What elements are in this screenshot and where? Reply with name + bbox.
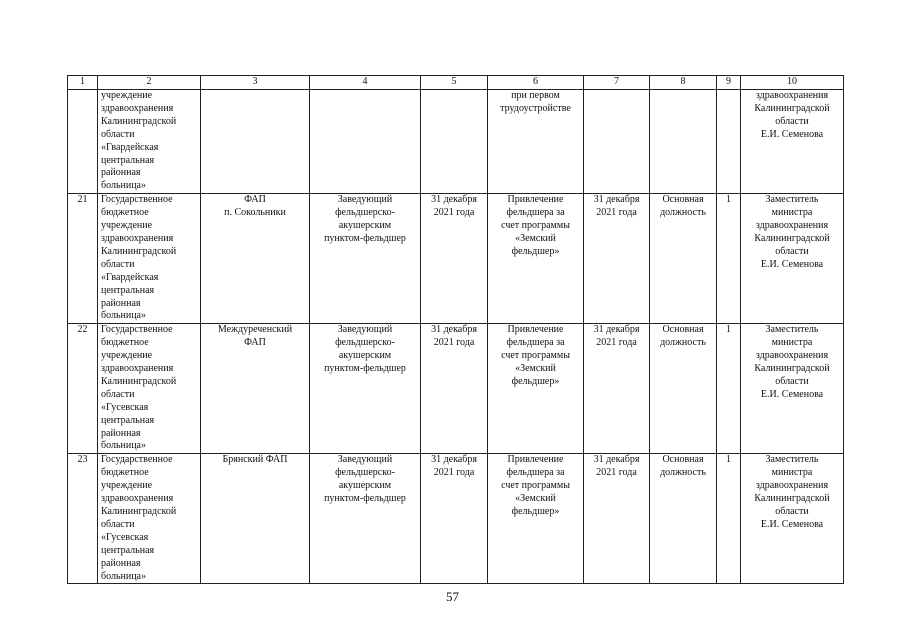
cell-organization: учреждение здравоохранения Калининградской области «Гвардейская центральная районная больница» <box>98 90 201 194</box>
cell-date: 31 декабря 2021 года <box>421 324 488 454</box>
column-header: 6 <box>488 76 584 90</box>
column-header: 2 <box>98 76 201 90</box>
cell-position: Заведующий фельдшерско- акушерским пунктом-фельдшер <box>310 324 421 454</box>
cell-date: 31 декабря 2021 года <box>584 454 650 584</box>
cell-date: 31 декабря 2021 года <box>584 194 650 324</box>
column-header: 9 <box>717 76 741 90</box>
cell-place: ФАП п. Сокольники <box>201 194 310 324</box>
cell-measure: Привлечение фельдшера за счет программы «Земский фельдшер» <box>488 324 584 454</box>
cell-type <box>650 90 717 194</box>
cell-measure: при первом трудоустройстве <box>488 90 584 194</box>
cell-position <box>310 90 421 194</box>
page-number: 57 <box>446 589 459 604</box>
table-row <box>68 194 844 324</box>
cell-position: Заведующий фельдшерско- акушерским пунктом-фельдшер <box>310 454 421 584</box>
cell-count: 1 <box>717 194 741 324</box>
cell-place <box>201 90 310 194</box>
column-header: 7 <box>584 76 650 90</box>
column-header: 1 <box>68 76 98 90</box>
cell-position: Заведующий фельдшерско- акушерским пунктом-фельдшер <box>310 194 421 324</box>
continuation-row <box>68 90 844 194</box>
cell-type: Основная должность <box>650 454 717 584</box>
cell-responsible: здравоохранения Калининградской области Е.И. Семенова <box>741 90 844 194</box>
cell-number <box>68 90 98 194</box>
table-row <box>68 454 844 584</box>
cell-count: 1 <box>717 324 741 454</box>
header-row <box>68 76 844 90</box>
cell-count: 1 <box>717 454 741 584</box>
column-header: 10 <box>741 76 844 90</box>
cell-date <box>421 90 488 194</box>
cell-responsible: Заместитель министра здравоохранения Калининградской области Е.И. Семенова <box>741 324 844 454</box>
cell-organization: Государственное бюджетное учреждение здравоохранения Калининградской области «Гусевская центральная районная больница» <box>98 324 201 454</box>
cell-organization: Государственное бюджетное учреждение здравоохранения Калининградской области «Гвардейская центральная районная больница» <box>98 194 201 324</box>
column-header: 5 <box>421 76 488 90</box>
cell-count <box>717 90 741 194</box>
cell-type: Основная должность <box>650 194 717 324</box>
cell-measure: Привлечение фельдшера за счет программы «Земский фельдшер» <box>488 454 584 584</box>
cell-measure: Привлечение фельдшера за счет программы «Земский фельдшер» <box>488 194 584 324</box>
column-header: 3 <box>201 76 310 90</box>
cell-type: Основная должность <box>650 324 717 454</box>
cell-responsible: Заместитель министра здравоохранения Калининградской области Е.И. Семенова <box>741 194 844 324</box>
column-header: 8 <box>650 76 717 90</box>
cell-place: Междуреченский ФАП <box>201 324 310 454</box>
cell-date: 31 декабря 2021 года <box>421 454 488 584</box>
cell-number: 21 <box>68 194 98 324</box>
cell-date <box>584 90 650 194</box>
document-table <box>67 75 844 584</box>
cell-number: 22 <box>68 324 98 454</box>
table-row <box>68 324 844 454</box>
cell-date: 31 декабря 2021 года <box>421 194 488 324</box>
cell-number: 23 <box>68 454 98 584</box>
cell-date: 31 декабря 2021 года <box>584 324 650 454</box>
cell-place: Брянский ФАП <box>201 454 310 584</box>
cell-organization: Государственное бюджетное учреждение здравоохранения Калининградской области «Гусевская центральная районная больница» <box>98 454 201 584</box>
column-header: 4 <box>310 76 421 90</box>
cell-responsible: Заместитель министра здравоохранения Калининградской области Е.И. Семенова <box>741 454 844 584</box>
